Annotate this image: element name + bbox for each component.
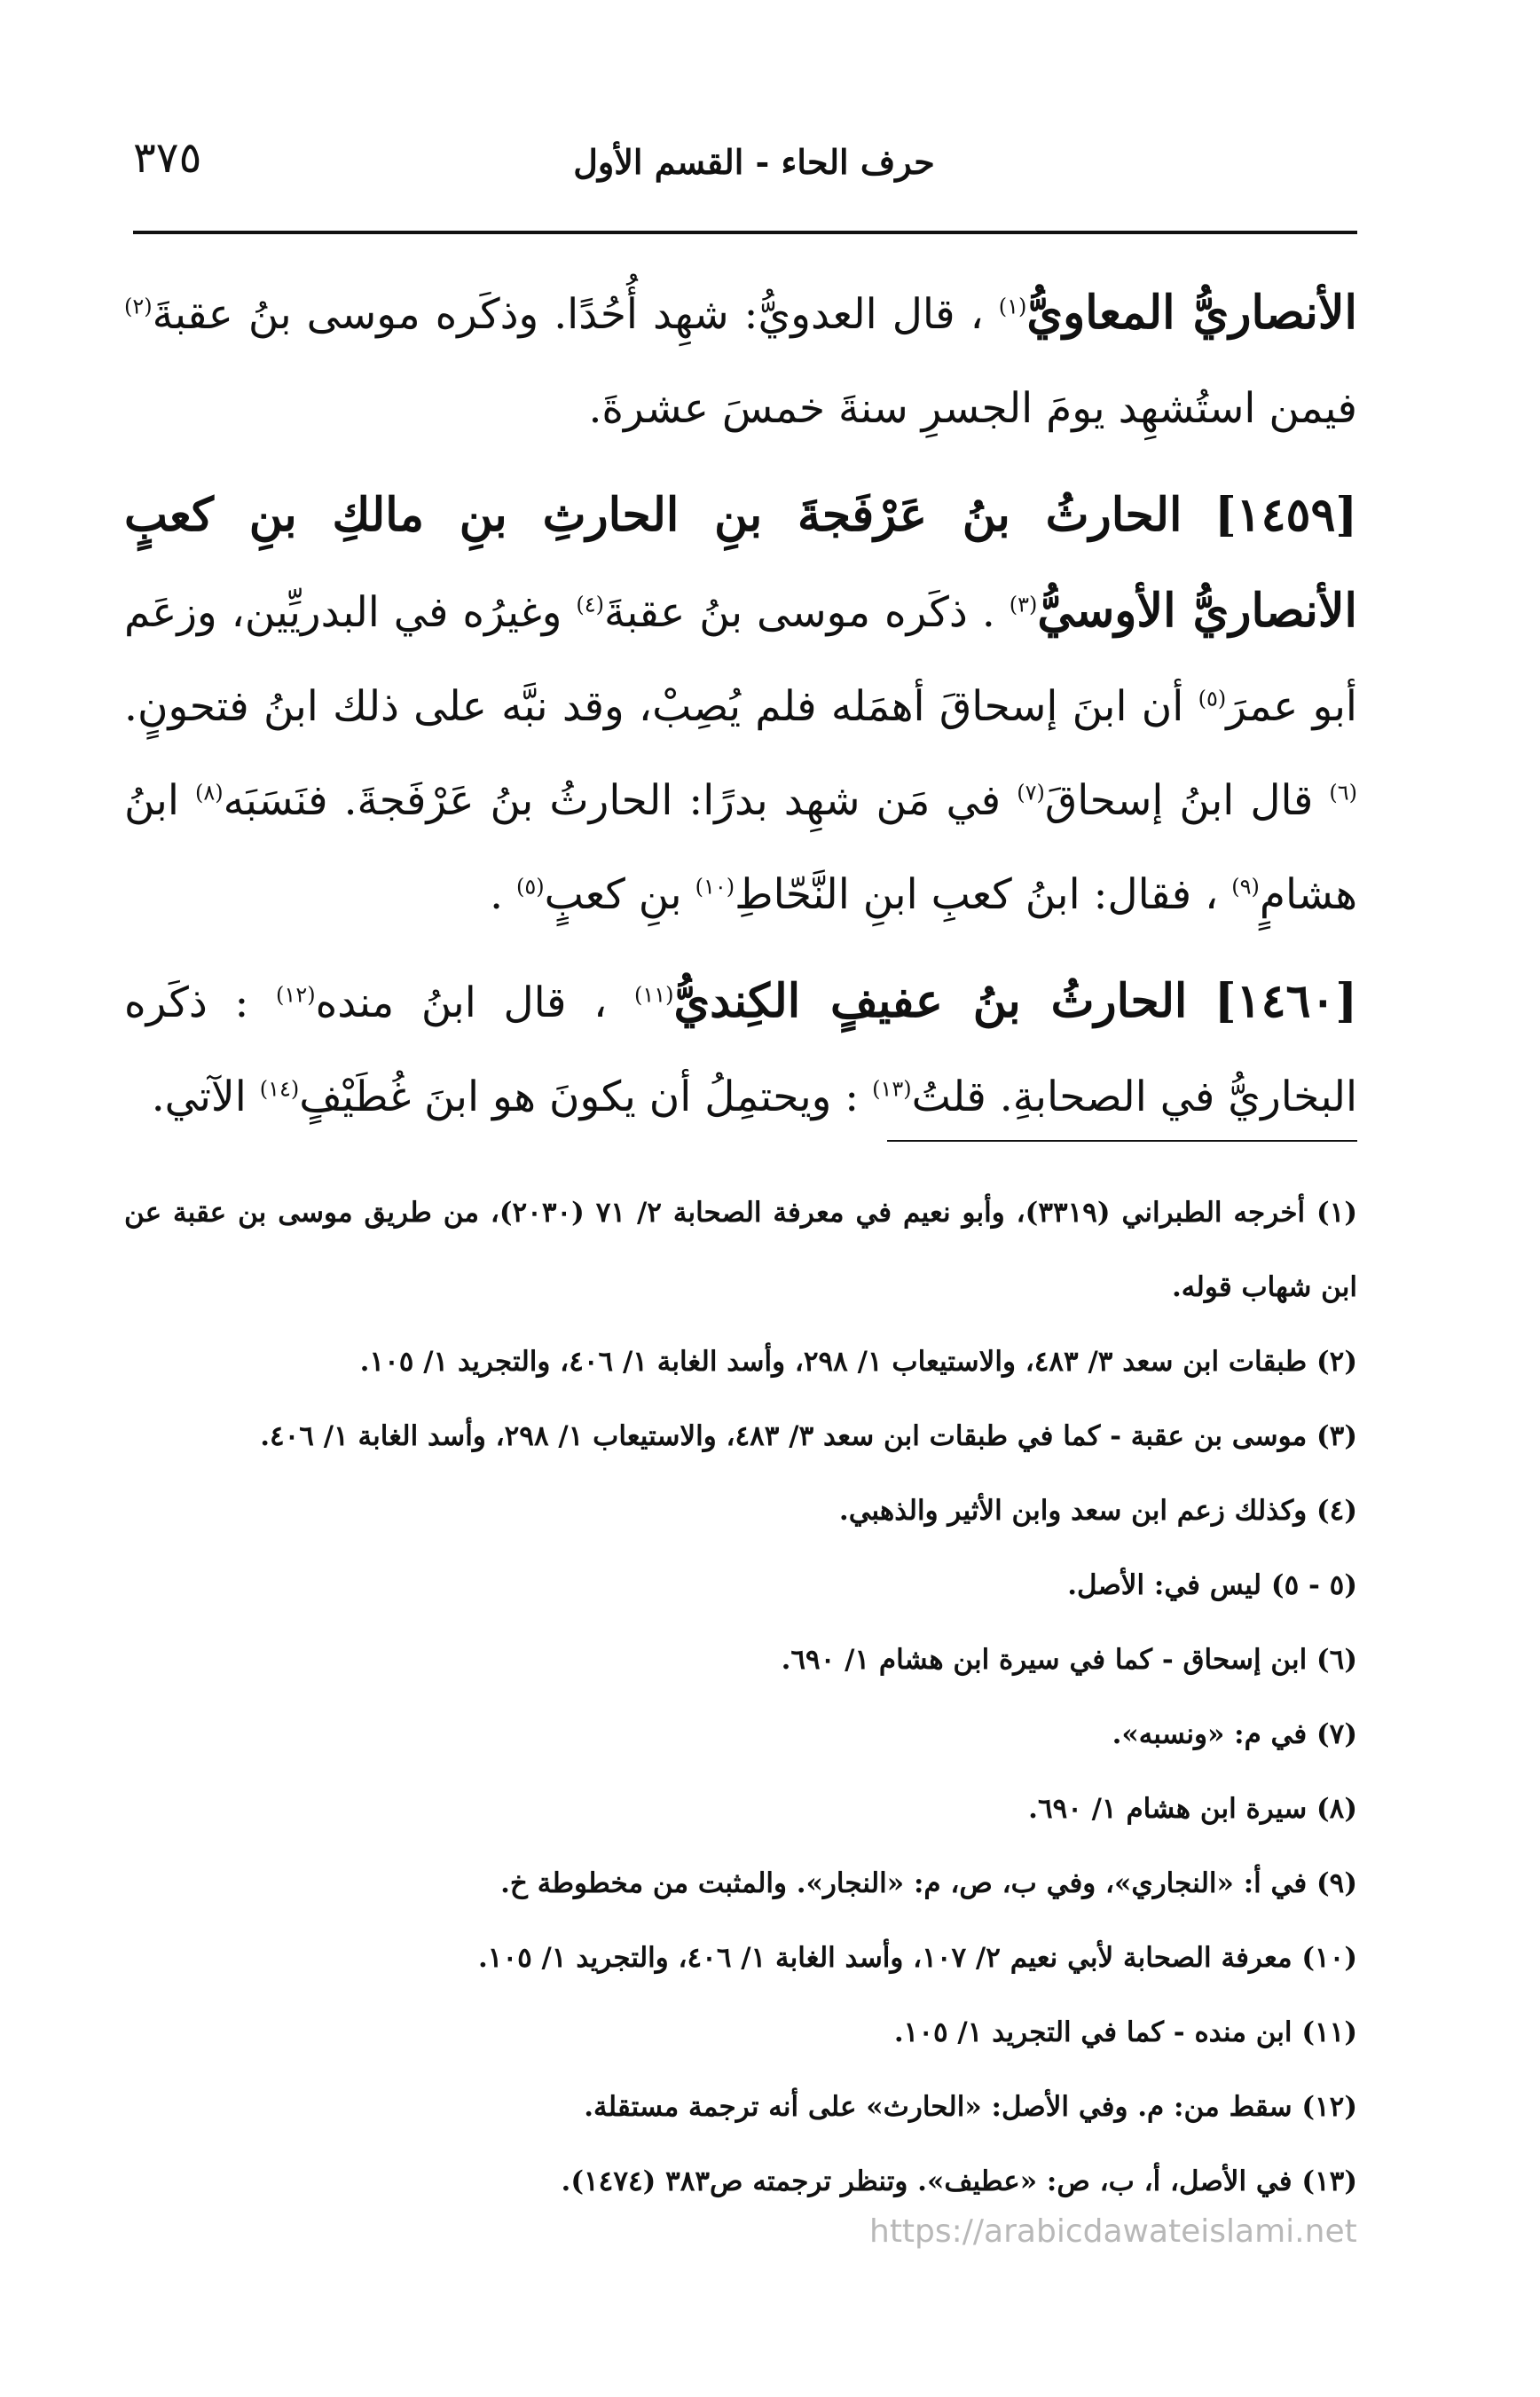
body-text-span: وغيرُه في البدريِّين، وزعَم أبو عمرَ — [124, 588, 1357, 731]
footnote-ref[interactable]: (١٤) — [259, 1076, 300, 1102]
footnote-11: (١١) ابن منده - كما في التجريد ١/ ١٠٥. — [893, 2016, 1357, 2048]
entry-number: [١٤٦٠] — [1214, 974, 1357, 1028]
continuation-paragraph — [124, 266, 1357, 456]
footnote-ref[interactable]: (٥) — [1198, 686, 1227, 711]
footnote-ref[interactable]: (٣) — [1009, 592, 1038, 617]
footnote-12: (١٢) سقط من: م. وفي الأصل: «الحارث» على أنه ترجمة مستقلة. — [584, 2091, 1357, 2123]
entry-name: الحارثُ بنُ عَرْفَجةَ بنِ الحارثِ بنِ مالكِ بنِ كعبٍ الأنصاريُّ الأوسيُّ — [124, 488, 1357, 638]
footnote-ref[interactable]: (٥) — [516, 874, 545, 900]
footnote-1: (١) أخرجه الطبراني (٣٣١٩)، وأبو نعيم في معرفة الصحابة ٢/ ٧١ (٢٠٣٠)، من طريق موسى بن عقبة عن ابن شهاب قوله. — [124, 1197, 1358, 1303]
footnote-ref[interactable]: (١٢) — [276, 982, 316, 1008]
body-text-span: فيمن استُشهِد يومَ الجسرِ سنةَ خمسَ عشرةَ. — [588, 384, 1357, 433]
entry-1459 — [124, 468, 1357, 942]
footnotes — [124, 1175, 1357, 2219]
body-text-span: بنِ كعبٍ — [544, 870, 682, 919]
watermark-url: https://arabicdawateislami.net — [869, 2213, 1357, 2250]
header-rule — [133, 231, 1357, 234]
main-text — [124, 266, 1357, 1144]
footnote-ref[interactable]: (٢) — [124, 294, 153, 319]
footnote-3: (٣) موسى بن عقبة - كما في طبقات ابن سعد ٣/ ٤٨٣، والاستيعاب ١/ ٢٩٨، وأسد الغابة ١/ ٤٠٦. — [260, 1420, 1357, 1452]
footnote-5: (٥ - ٥) ليس في: الأصل. — [1067, 1569, 1357, 1601]
footnote-10: (١٠) معرفة الصحابة لأبي نعيم ٢/ ١٠٧، وأسد الغابة ١/ ٤٠٦، والتجريد ١/ ١٠٥. — [478, 1942, 1357, 1974]
body-text-span: : ويحتمِلُ أن يكونَ هو ابنَ غُطَيْفٍ — [299, 1073, 860, 1121]
footnote-ref[interactable]: (٨) — [194, 780, 224, 806]
footnote-ref[interactable]: (١) — [998, 294, 1027, 319]
body-text-span: قال ابنُ إسحاقَ — [1044, 776, 1314, 825]
footnote-8: (٨) سيرة ابن هشام ١/ ٦٩٠. — [1028, 1793, 1357, 1825]
body-text-span: . — [490, 870, 504, 919]
footnote-4: (٤) وكذلك زعم ابن سعد وابن الأثير والذهبي. — [838, 1495, 1357, 1527]
footnote-6: (٦) ابن إسحاق - كما في سيرة ابن هشام ١/ ٦٩٠. — [781, 1644, 1357, 1676]
footnote-ref[interactable]: (٦) — [1329, 780, 1357, 806]
body-text-span: ، قال ابنُ منده — [315, 978, 608, 1027]
entry-name: الحارثُ بنُ عفيفٍ الكِنديُّ — [673, 974, 1188, 1028]
running-title: حرف الحاء - القسم الأول — [573, 142, 935, 182]
continued-name: الأنصاريُّ المعاويُّ — [1026, 286, 1357, 340]
page-header — [133, 133, 1375, 195]
footnote-9: (٩) في أ: «النجاري»، وفي ب، ص، م: «النجار». والمثبت من مخطوطة خ. — [500, 1867, 1357, 1899]
footnote-13: (١٣) في الأصل، أ، ب، ص: «عطيف». وتنظر ترجمته ص٣٨٣ (١٤٧٤). — [561, 2165, 1357, 2197]
entry-number: [١٤٥٩] — [1214, 488, 1357, 542]
footnote-ref[interactable]: (٤) — [576, 592, 605, 617]
entry-1460 — [124, 955, 1357, 1144]
body-text-span: ، قال العدويُّ: شهِد أُحُدًا. وذكَره موسى بنُ عقبةَ — [152, 290, 984, 339]
body-text-span: . ذكَره موسى بنُ عقبةَ — [604, 588, 995, 637]
footnote-ref[interactable]: (١١) — [633, 982, 674, 1008]
body-text-span: : ذكَره البخاريُّ في الصحابةِ. قلتُ — [124, 978, 1357, 1121]
body-text-span: الآتي. — [151, 1073, 247, 1121]
page-number: ٣٧٥ — [133, 133, 202, 183]
footnote-separator — [887, 1140, 1357, 1142]
body-text-span: ابنُ هشامٍ — [124, 776, 1357, 919]
footnote-ref[interactable]: (١٣) — [872, 1076, 912, 1102]
body-text-span: أن ابنَ إسحاقَ أهمَله فلم يُصِبْ، وقد نبَّه على ذلك ابنُ فتحونٍ. — [124, 682, 1184, 731]
body-text-span: في مَن شهِد بدرًا: الحارثُ بنُ عَرْفَجةَ. فنَسَبَه — [223, 776, 1002, 825]
body-text-span: ، فقال: ابنُ كعبِ ابنِ النَّحّاطِ — [735, 870, 1219, 919]
footnote-ref[interactable]: (١٠) — [695, 874, 735, 900]
footnote-ref[interactable]: (٩) — [1231, 874, 1260, 900]
footnote-7: (٧) في م: «ونسبه». — [1112, 1718, 1357, 1750]
footnote-ref[interactable]: (٧) — [1017, 780, 1045, 806]
footnote-2: (٢) طبقات ابن سعد ٣/ ٤٨٣، والاستيعاب ١/ ٢٩٨، وأسد الغابة ١/ ٤٠٦، والتجريد ١/ ١٠٥. — [359, 1346, 1357, 1378]
